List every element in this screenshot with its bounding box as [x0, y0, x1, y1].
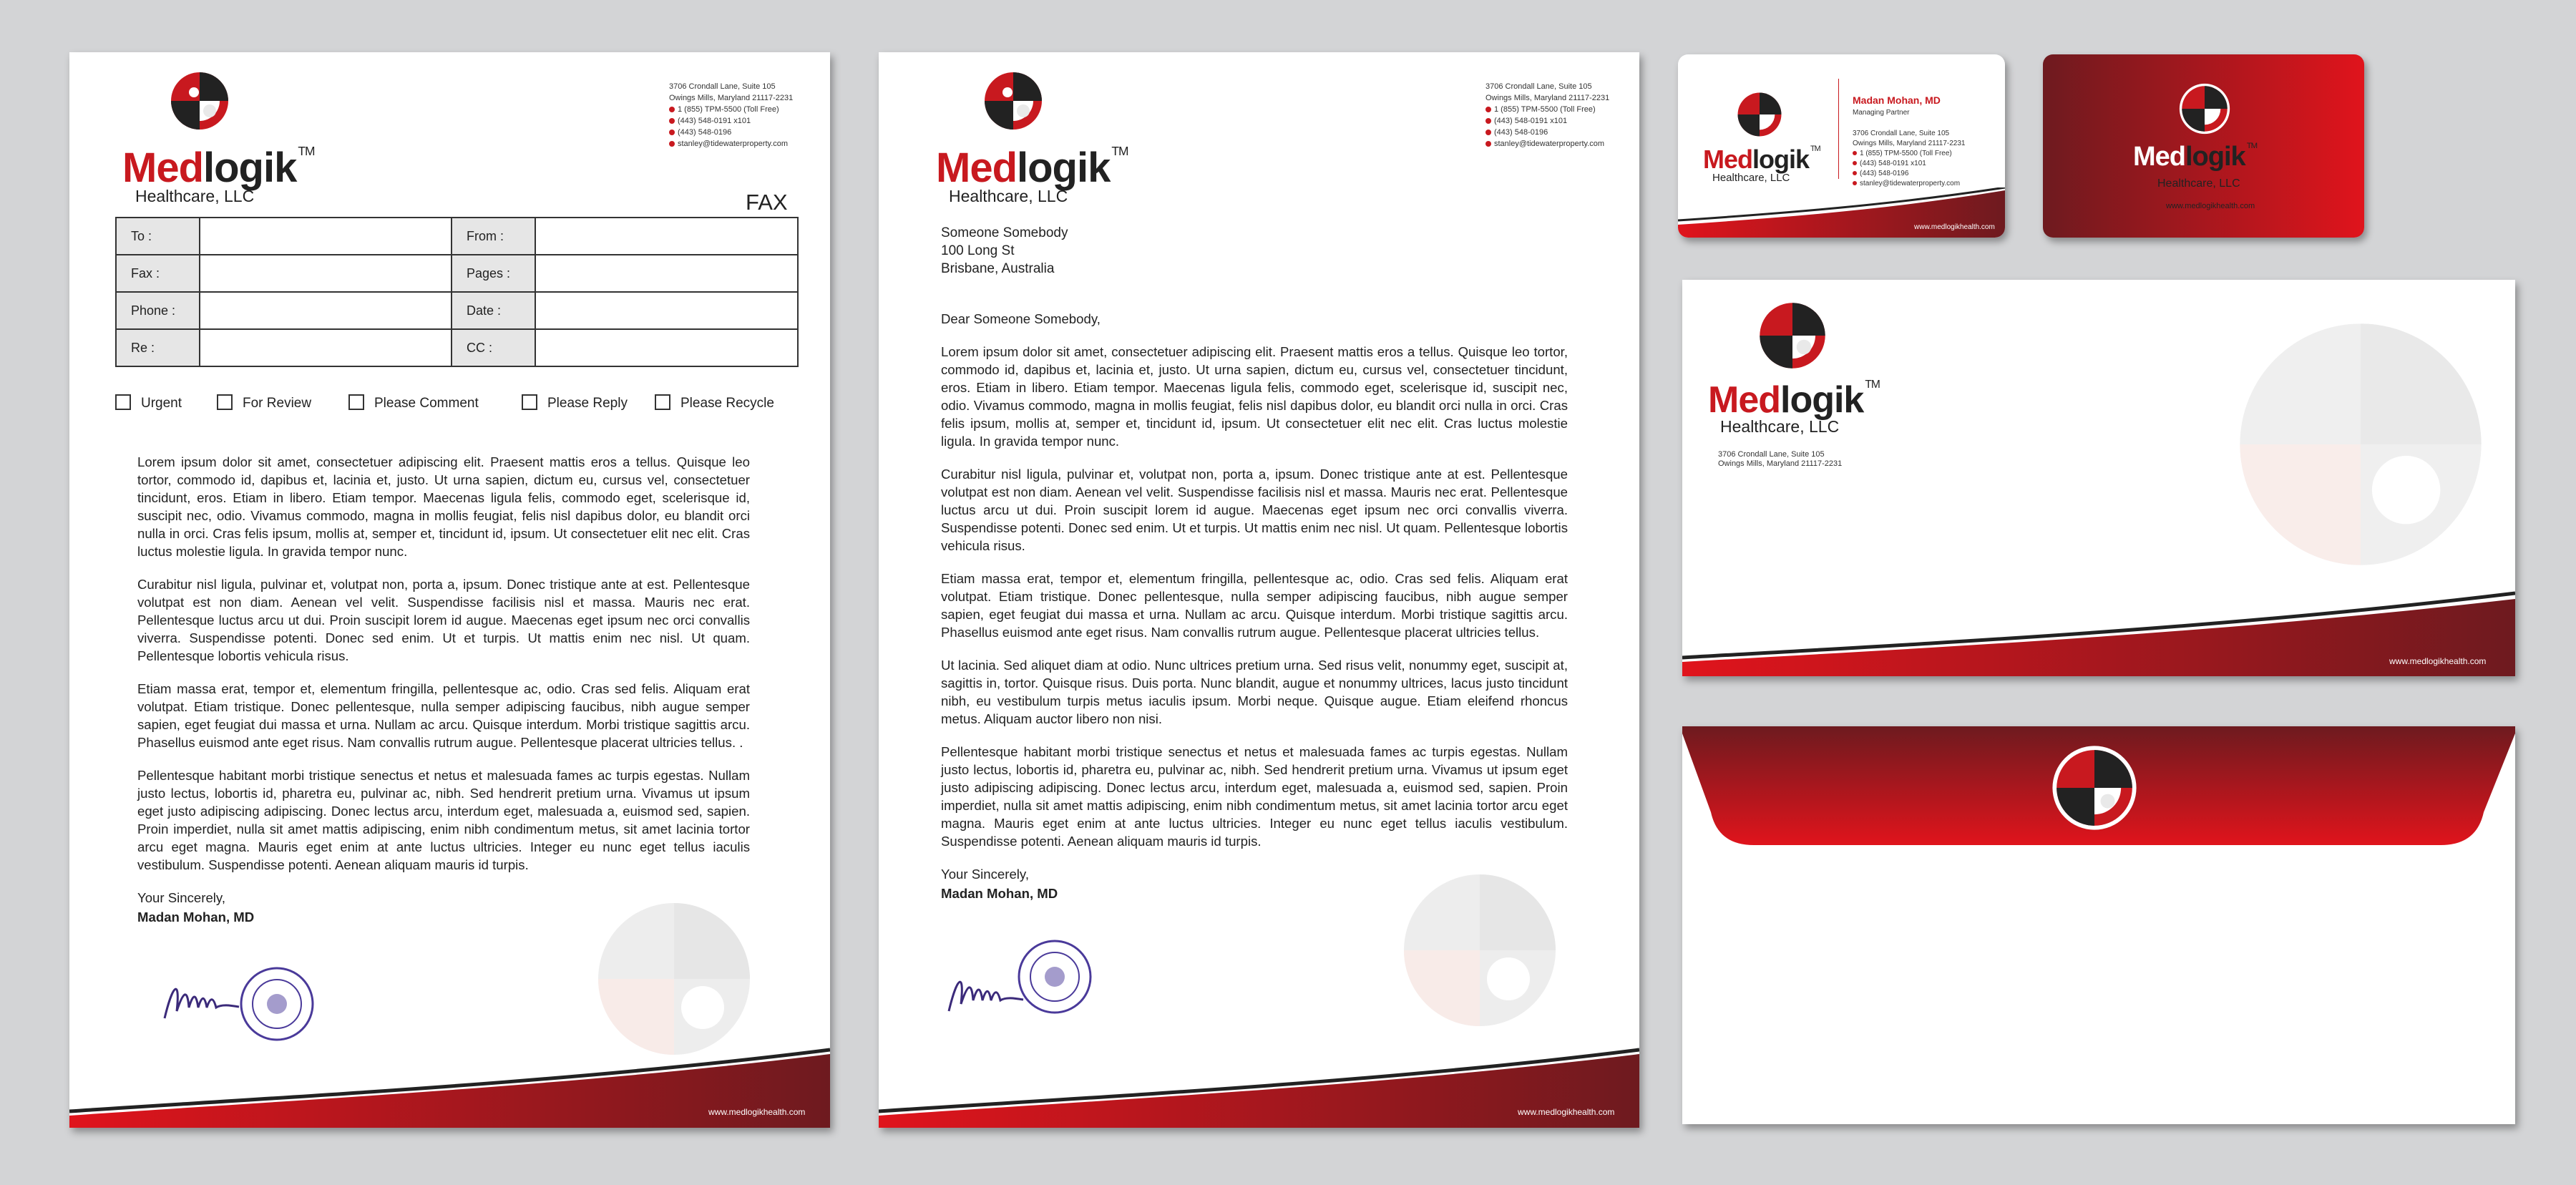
card-back-url[interactable]: www.medlogikhealth.com: [2166, 202, 2255, 210]
footer-url[interactable]: www.medlogikhealth.com: [1914, 223, 1995, 231]
fax-pages-field[interactable]: [535, 255, 798, 292]
stamp-seal-icon: [1016, 938, 1093, 1015]
puzzle-logo-icon: [170, 71, 230, 131]
phone-icon: [669, 107, 675, 112]
fax-from-field[interactable]: [535, 218, 798, 255]
business-card-back: [2043, 54, 2364, 238]
puzzle-logo-icon: [2179, 83, 2230, 135]
brand-wordmark: Medlogik ™: [1703, 145, 1820, 174]
fax-fax-field[interactable]: [200, 255, 452, 292]
letter-body: Dear Someone Somebody, Lorem ipsum dolor sit amet, consectetuer adipiscing elit. Praesent mattis eros a tellus. Quisque leo tortor, commodo id, dapibus et, lacinia et, justo. Ut urna sapien, dictum eu, cursus vel, consectetuer tincidunt, eros. Etiam in libero. Etiam tempor. Maecenas ligula felis, commodo eget, scelerisque id, suscipit nec, odio. Vivamus commodo, magna in mollis feugiat, felis nisl dapibus dolor, eu blandit orci nulla in orci. Cras felis ipsum, mollis at, semper et, tincidunt id, ipsum. Ut consectetuer elit nec elit. Cras luctus molestie ligula. In gravida tempor nunc. Curabitur nisl ligula, pulvinar et, volutpat non, porta a, ipsum. Donec tristique ante at est. Pellentesque volutpat est non diam. Aenean vel velit. Suspendisse facilisis nisl et massa. Mauris nec erat. Pellentesque luctus arcu ut dui. Proin suscipit lorem id augue. Maecenas eget ipsum nec orci convallis viverra. Suspendisse potenti. Donec sed enim. Ut et turpis. Ut mattis enim nec nisl. Ut quam. Pellentesque lobortis vehicula risus. Etiam massa erat, tempor et, elementum fringilla, pellentesque ac, odio. Cras sed felis. Aliquam erat volutpat. Etiam tristique. Donec pellentesque, nulla semper adipiscing faucibus, nibh augue semper sapien, eget feugiat dui massa et urna. Nullam ac arcu. Quisque interdum. Morbi tristique sagittis arcu. Phasellus euismod ante eget risus. Nam convallis rutrum augue. Pellentesque placerat ultricies tellus. Ut lacinia. Sed aliquet diam at odio. Nunc ultrices pretium urna. Sed risus velit, nonummy eget, suscipit at, sagittis in, tortor. Quisque risus. Duis porta. Nunc blandit, augue et nonummy ultrices, lacus justo tincidunt nibh, eu vestibulum turpis metus iaculis ipsum. Morbi neque. Quisque augue. Etiam eleifend rhoncus metus. Aliquam auctor libero non nisi. Pellentesque habitant morbi tristique senectus et netus et malesuada fames ac turpis egestas. Nullam justo lectus, lobortis id, pharetra eu, pulvinar ac, nibh. Sed hendrerit pretium urna. Vivamus ut ipsum eget justo adipiscing adipiscing. Donec lectus arcu, interdum eget, malesuada a, euismod sed, sapien. Proin imperdiet, nulla sit amet mattis adipiscing, enim nibh condimentum metus, sit amet lacinia tortor arcu eget magna. Mauris eget enim at ante luctus ultricies. Integer eu nunc eget tellus iaculis vestibulum. Suspendisse potenti. Aenean aliquam mauris id turpis. Your Sincerely, Madan Mohan, MD: [941, 311, 1568, 901]
address-block: 3706 Crondall Lane, Suite 105 Owings Mills, Maryland 21117-2231 1 (855) TPM-5500 (Toll Free) (443) 548-0191 x101 (443) 548-0196 stanley@tidewaterproperty.com: [1485, 82, 1610, 148]
fax-re-label: Re :: [116, 329, 200, 366]
fax-re-field[interactable]: [200, 329, 452, 366]
footer-url[interactable]: www.medlogikhealth.com: [2389, 656, 2487, 666]
phone-icon: [1485, 118, 1491, 124]
puzzle-logo-icon: [1737, 92, 1782, 137]
fax-fax-label: Fax :: [116, 255, 200, 292]
fax-date-label: Date :: [452, 292, 535, 329]
fax-cc-field[interactable]: [535, 329, 798, 366]
checkbox-please-recycle[interactable]: Please Recycle: [655, 394, 774, 411]
business-card-front: [1678, 54, 2005, 238]
watermark-puzzle-icon: [1401, 872, 1558, 1029]
recipient-block: Someone Somebody 100 Long St Brisbane, Australia: [941, 225, 1068, 276]
email-icon: [669, 141, 675, 147]
checkbox-please-comment[interactable]: Please Comment: [348, 394, 479, 411]
address-block: 3706 Crondall Lane, Suite 105 Owings Mills, Maryland 21117-2231 1 (855) TPM-5500 (Toll Free) (443) 548-0191 x101 (443) 548-0196 stanley@tidewaterproperty.com: [669, 82, 794, 148]
address-block: 3706 Crondall Lane, Suite 105 Owings Mills, Maryland 21117-2231: [1718, 450, 1843, 468]
watermark-puzzle-icon: [2235, 319, 2486, 570]
checkbox-for-review[interactable]: For Review: [217, 394, 311, 411]
brand-wordmark: Medlogik ™: [122, 144, 315, 191]
fax-cc-label: CC :: [452, 329, 535, 366]
brand-subtitle: Healthcare, LLC: [949, 187, 1068, 205]
fax-header-table: [115, 217, 799, 367]
brand-wordmark: Medlogik ™: [2133, 142, 2258, 172]
fax-from-label: From :: [452, 218, 535, 255]
phone-icon: [1485, 107, 1491, 112]
footer-url[interactable]: www.medlogikhealth.com: [1518, 1107, 1615, 1117]
card-divider: [1838, 79, 1839, 179]
brand-wordmark: Medlogik ™: [936, 144, 1128, 191]
fax-title: FAX: [746, 190, 788, 215]
fax-phone-field[interactable]: [200, 292, 452, 329]
brand-subtitle: Healthcare, LLC: [1712, 172, 1790, 184]
phone-icon: [669, 118, 675, 124]
stamp-seal-icon: [238, 965, 316, 1043]
fax-icon: [669, 130, 675, 135]
fax-phone-label: Phone :: [116, 292, 200, 329]
fax-to-field[interactable]: [200, 218, 452, 255]
email-icon: [1485, 141, 1491, 147]
card-name: Madan Mohan, MD: [1853, 94, 1941, 106]
checkbox-urgent[interactable]: Urgent: [115, 394, 182, 411]
checkbox-please-reply[interactable]: Please Reply: [522, 394, 628, 411]
address-block: 3706 Crondall Lane, Suite 105 Owings Mills, Maryland 21117-2231 1 (855) TPM-5500 (Toll Free) (443) 548-0191 x101 (443) 548-0196 stanley@tidewaterproperty.com: [1853, 130, 1966, 187]
fax-sheet: [69, 52, 830, 1128]
letterhead-sheet: [879, 52, 1639, 1128]
card-title: Managing Partner: [1853, 109, 1910, 117]
fax-to-label: To :: [116, 218, 200, 255]
puzzle-logo-icon: [2051, 745, 2137, 831]
fax-icon: [1485, 130, 1491, 135]
brand-subtitle: Healthcare, LLC: [2157, 177, 2240, 190]
fax-pages-label: Pages :: [452, 255, 535, 292]
puzzle-logo-icon: [983, 71, 1043, 131]
fax-body: Lorem ipsum dolor sit amet, consectetuer adipiscing elit. Praesent mattis eros a tellus. Quisque leo tortor, commodo id, dapibus et, lacinia et, justo. Ut urna sapien, dictum eu, cursus vel, consectetuer tincidunt, eros. Etiam in libero. Etiam tempor. Maecenas ligula felis, commodo eget, scelerisque id, suscipit nec, odio. Vivamus commodo, magna in mollis feugiat, felis nisl dapibus dolor, eu blandit orci nulla in orci. Cras felis ipsum, mollis at, semper et, tincidunt id, ipsum. Ut consectetuer elit nec elit. Cras luctus molestie ligula. In gravida tempor nunc. Curabitur nisl ligula, pulvinar et, volutpat non, porta a, ipsum. Donec tristique ante at est. Pellentesque volutpat est non diam. Aenean vel velit. Suspendisse facilisis nisl et massa. Mauris nec erat. Pellentesque luctus arcu ut dui. Proin suscipit lorem id augue. Maecenas eget ipsum nec orci convallis viverra. Suspendisse potenti. Donec sed enim. Ut et turpis. Ut mattis enim nec nisl. Ut quam. Pellentesque lobortis vehicula risus. Etiam massa erat, tempor et, elementum fringilla, pellentesque ac, odio. Cras sed felis. Aliquam erat volutpat. Etiam tristique. Donec pellentesque, nulla semper adipiscing faucibus, nibh augue semper sapien, eget feugiat dui massa et urna. Nullam ac arcu. Quisque interdum. Morbi tristique sagittis arcu. Phasellus euismod ante eget risus. Nam convallis rutrum augue. Pellentesque placerat ultricies tellus. . Pellentesque habitant morbi tristique senectus et netus et malesuada fames ac turpis egestas. Nullam justo lectus, lobortis id, pharetra eu, pulvinar ac, nibh. Sed hendrerit pretium urna. Vivamus ut ipsum eget justo adipiscing adipiscing. Donec lectus arcu, interdum eget, malesuada a, euismod sed, sapien. Proin imperdiet, nulla sit amet mattis adipiscing, enim nibh condimentum metus, sit amet lacinia tortor arcu eget magna. Mauris eget enim at ante luctus ultricies. Integer eu nunc eget tellus iaculis vestibulum. Suspendisse potenti. Aenean aliquam mauris id turpis. Your Sincerely, Madan Mohan, MD: [137, 454, 750, 925]
envelope-front: [1682, 280, 2515, 676]
watermark-puzzle-icon: [595, 900, 753, 1058]
fax-date-field[interactable]: [535, 292, 798, 329]
puzzle-logo-icon: [1758, 301, 1827, 370]
brand-subtitle: Healthcare, LLC: [1720, 417, 1840, 436]
envelope-back: [1682, 726, 2515, 1124]
brand-wordmark: Medlogik ™: [1708, 379, 1880, 421]
footer-url[interactable]: www.medlogikhealth.com: [708, 1107, 806, 1117]
brand-subtitle: Healthcare, LLC: [135, 187, 255, 205]
signature-icon: [159, 975, 245, 1025]
